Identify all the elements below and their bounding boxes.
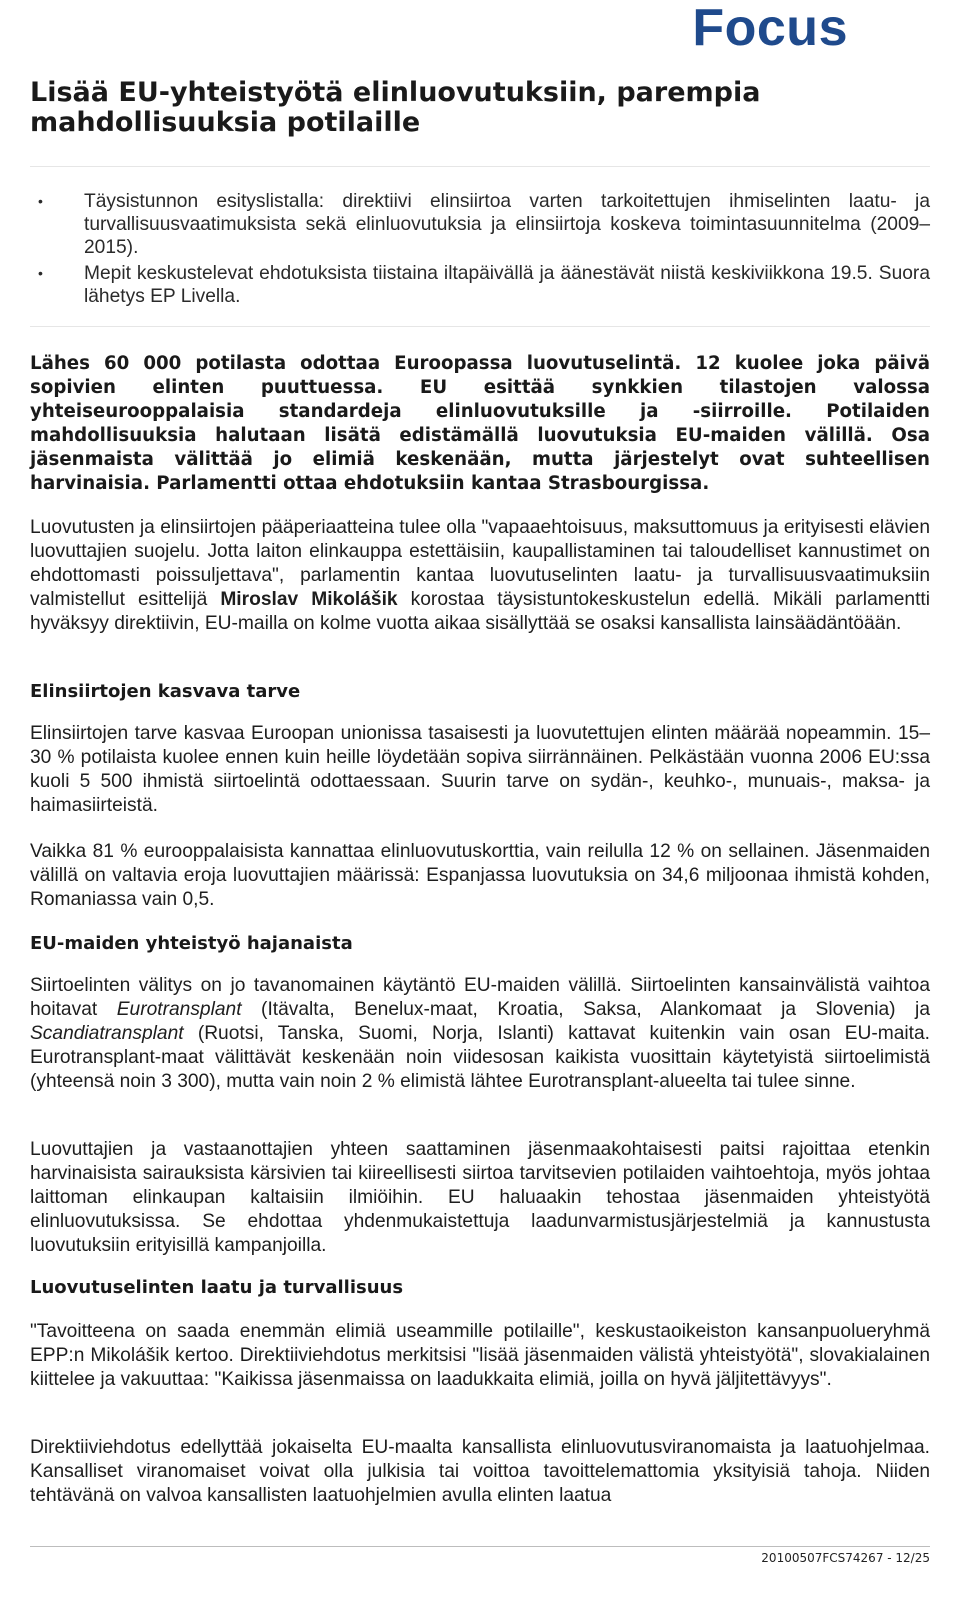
lead-paragraph: Lähes 60 000 potilasta odottaa Euroopassa luovutuselintä. 12 kuolee joka päivä sopivien elinten puuttuessa. EU esittää synkkien tilastojen valossa yhteiseurooppalaisia standardeja elinluovutuksille ja -siirroille. Potilaiden mahdollisuuksia halutaan lisätä edistämällä luovutuksia EU-maiden välillä. Osa jäsenmaista välittää jo elimiä keskenään, mutta järjestelyt ovat suhteellisen harvinaisia. Parlamentti ottaa ehdotuksiin kantaa Strasbourgissa. (30, 353, 930, 494)
divider-lead (30, 326, 930, 327)
section3-paragraph-2: Direktiiviehdotus edellyttää jokaiselta EU-maalta kansallista elinluovutusviranomaista ja laatuohjelmaa. Kansalliset viranomaiset voivat olla julkisia tai voittoa tavoittelemattomia yksityisiä tahoja. Niiden tehtävänä on valvoa kansallisten laatuohjelmien avulla elinten laatua (30, 1437, 930, 1506)
intro-text-2: korostaa täysistuntokeskustelun edellä. Mikäli parlamentti hyväksyy direktiivin, EU-mailla on kolme vuotta aikaa sisällyttää se osaksi kansallista lainsäädäntöään. (30, 589, 930, 634)
section-label-focus: Focus (692, 0, 848, 57)
article-title: Lisää EU-yhteistyötä elinluovutuksiin, parempia mahdollisuuksia potilaille (30, 77, 761, 138)
section2-paragraph-1 (30, 974, 930, 1094)
section1-paragraph-2: Vaikka 81 % eurooppalaisista kannattaa elinluovutuskorttia, vain reilulla 12 % on sellainen. Jäsenmaiden välillä on valtavia eroja luovuttajien määrissä: Espanjassa luovutuksia on 34,6 miljoonaa ihmistä kohden, Romaniassa vain 0,5. (30, 841, 930, 910)
footer-divider (30, 1546, 930, 1547)
section2-text-c: (Ruotsi, Tanska, Suomi, Norja, Islanti) kattavat kuitenkin vain osan EU-maita. Eurotransplant-maat välittävät keskenään noin viidesosan kaikista vuosittain käytetyistä siirtoelimistä (yhteensä noin 3 300), mutta vain noin 2 % elimistä lähtee Eurotransplant-alueelta tai tulee sinne. (30, 1023, 930, 1092)
summary-bullet-list (30, 190, 930, 311)
section2-text-b: (Itävalta, Benelux-maat, Kroatia, Saksa, Alankomaat ja Slovenia) ja (241, 999, 930, 1020)
section-heading-elinsiirtojen-tarve: Elinsiirtojen kasvava tarve (30, 681, 301, 702)
section3-paragraph-1: "Tavoitteena on saada enemmän elimiä useammille potilaille", keskustaoikeiston kansanpuolueryhmä EPP:n Mikolášik kertoo. Direktiiviehdotus merkitsisi "lisää jäsenmaiden välistä yhteistyötä", slovakialainen kiittelee ja vakuuttaa: "Kaikissa jäsenmaissa on laadukkaita elimiä, joilla on hyvä jäljitettävyys". (30, 1321, 930, 1390)
eurotransplant-name: Eurotransplant (116, 999, 242, 1020)
section-heading-laatu: Luovutuselinten laatu ja turvallisuus (30, 1277, 404, 1298)
intro-text-1: Luovutusten ja elinsiirtojen pääperiaatteina tulee olla "vapaaehtoisuus, maksuttomuus ja erityisesti elävien luovuttajien suojelu. Jotta laiton elinkauppa estettäisiin, kaupallistaminen tai taloudelliset kannustimet on ehdottomasti poissuljettava", parlamentin kantaa luovutuselinten laatu- ja turvallisuusvaatimuksiin valmistellut esittelijä (30, 517, 930, 610)
summary-bullet-1: • Täysistunnon esityslistalla: direktiivi elinsiirtoa varten tarkoitettujen ihmiselinten laatu- ja turvallisuusvaatimuksista sekä elinluovutuksia ja elinsiirtoja koskeva toimintasuunnitelma (2009–2015). (30, 190, 930, 259)
summary-bullet-2: • Mepit keskustelevat ehdotuksista tiistaina iltapäivällä ja äänestävät niistä keskiviikkona 19.5. Suora lähetys EP Livella. (30, 262, 930, 308)
section-heading-yhteistyo: EU-maiden yhteistyö hajanaista (30, 933, 353, 954)
section2-paragraph-2: Luovuttajien ja vastaanottajien yhteen saattaminen jäsenmaakohtaisesti paitsi rajoittaa etenkin harvinaisista sairauksista kärsivien tai kiireellisesti siirtoa tarvitsevien potilaiden vaihtoehtoja, myös johtaa laittoman elinkaupan kaltaisiin ilmiöihin. EU haluaakin tehostaa jäsenmaiden yhteistyötä elinluovutuksissa. Se ehdottaa yhdenmukaistettuja laadunvarmistusjärjestelmiä ja kannustusta luovutuksiin erityisillä kampanjoilla. (30, 1139, 930, 1256)
scandiatransplant-name: Scandiatransplant (30, 1023, 184, 1044)
rapporteur-name: Miroslav Mikolášik (220, 589, 398, 610)
intro-paragraph (30, 516, 930, 636)
section2-text-a: Siirtoelinten välitys on jo tavanomainen käytäntö EU-maiden välillä. Siirtoelinten kansainvälistä vaihtoa hoitavat (30, 975, 930, 1020)
section1-paragraph-1: Elinsiirtojen tarve kasvaa Euroopan unionissa tasaisesti ja luovutettujen elinten määrää nopeammin. 15–30 % potilaista kuolee ennen kuin heille löydetään sopiva siirrännäinen. Pelkästään vuonna 2006 EU:ssa kuoli 5 500 ihmistä siirtoelintä odottaessaan. Suurin tarve on sydän-, keuhko-, munuais-, maksa- ja haimasiirteistä. (30, 723, 930, 816)
footer-document-reference: 20100507FCS74267 - 12/25 (761, 1551, 930, 1565)
divider-top (30, 166, 930, 167)
